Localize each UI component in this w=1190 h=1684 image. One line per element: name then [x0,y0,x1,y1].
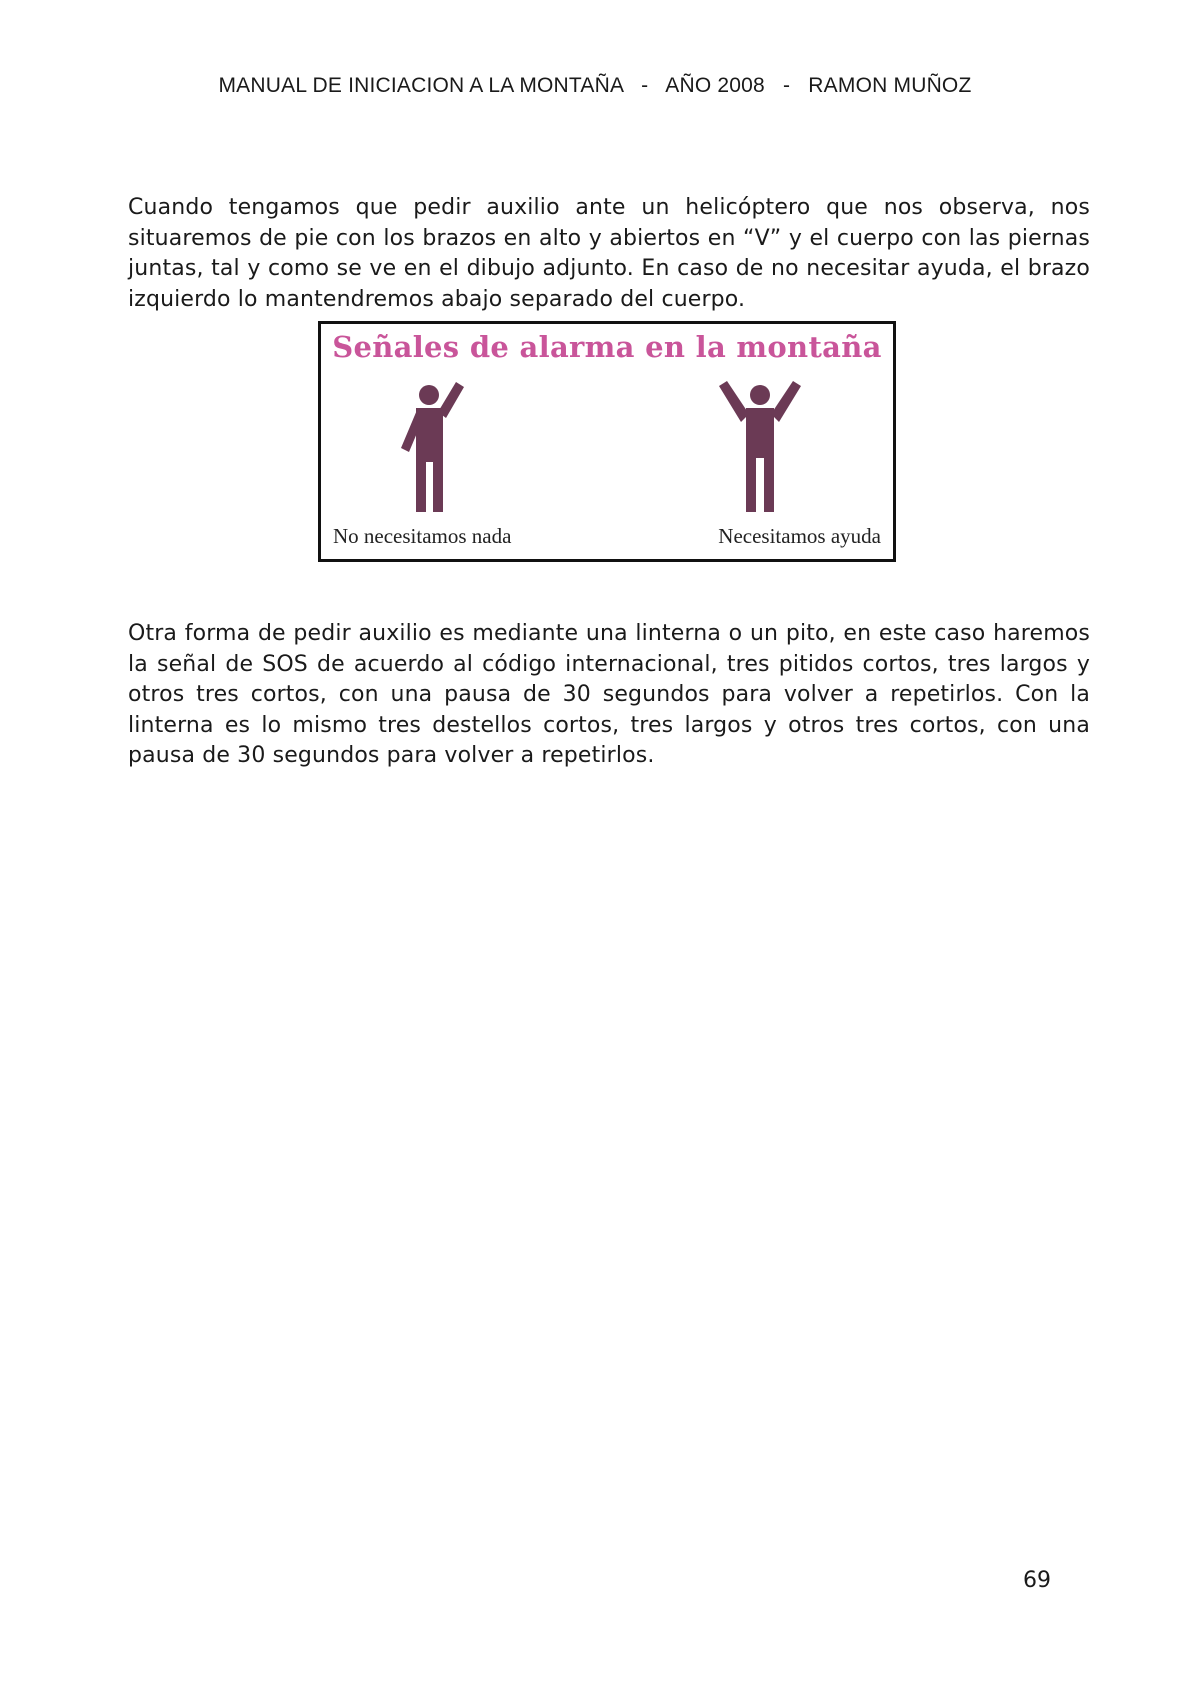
caption-need-help: Necesitamos ayuda [718,524,881,548]
person-no-help-icon [401,382,464,512]
paragraph-sos-signal: Otra forma de pedir auxilio es mediante una linterna o un pito, en este caso haremos la señal de SOS de acuerdo al código internacional, tres pitidos cortos, tres largos y otros tres cortos, con una pausa de 30 segundos para volver a repetirlos. Con la linterna es lo mismo tres destellos cortos, tres largos y otros tres cortos, con una pausa de 30 segundos para volver a repetirlos. [128,621,1090,768]
alarm-signals-figure [318,321,896,562]
page-header: MANUAL DE INICIACION A LA MONTAÑA - AÑO 2008 - RAMON MUÑOZ [218,74,972,97]
caption-no-help: No necesitamos nada [333,524,512,548]
figure-title: Señales de alarma en la montaña [332,330,882,364]
person-need-help-icon [719,381,801,512]
paragraph-helicopter-signal: Cuando tengamos que pedir auxilio ante un helicóptero que nos observa, nos situaremos de pie con los brazos en alto y abiertos en “V” y el cuerpo con las piernas juntas, tal y como se ve en el dibujo adjunto. En caso de no necesitar ayuda, el brazo izquierdo lo mantendremos abajo separado del cuerpo. [128,195,1090,312]
page-number: 69 [1023,1568,1051,1593]
